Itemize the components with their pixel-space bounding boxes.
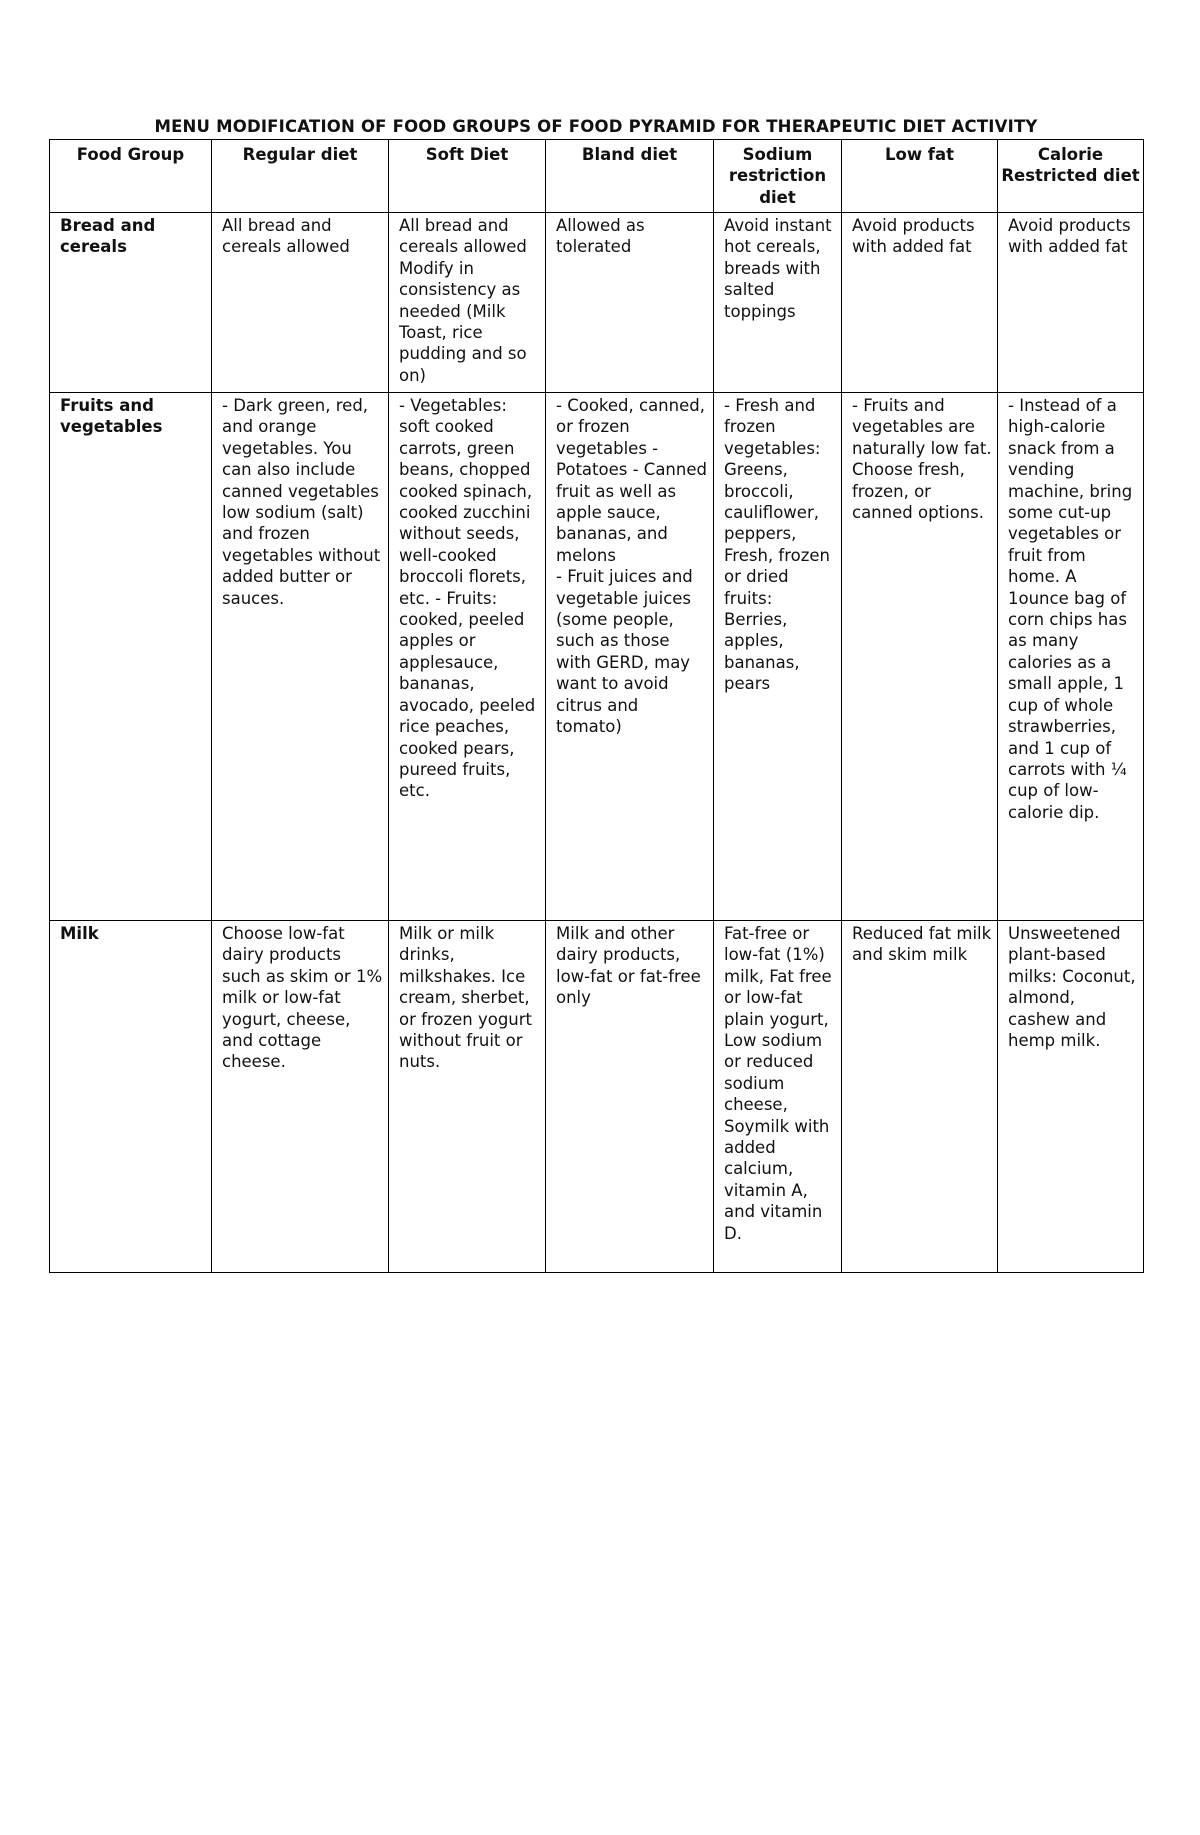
soft-diet-cell: All bread and cereals allowed Modify in consistency as needed (Milk Toast, rice pudding and so on) bbox=[389, 213, 546, 393]
low-fat-cell: Reduced fat milk and skim milk bbox=[842, 921, 998, 1273]
document-title: MENU MODIFICATION OF FOOD GROUPS OF FOOD PYRAMID FOR THERAPEUTIC DIET ACTIVITY bbox=[154, 117, 1038, 136]
regular-diet-cell: - Dark green, red, and orange vegetables. You can also include canned vegetables low sodium (salt) and frozen vegetables without added butter or sauces. bbox=[212, 393, 389, 921]
column-header-soft-diet: Soft Diet bbox=[389, 140, 546, 213]
bland-diet-cell: - Cooked, canned, or frozen vegetables - Potatoes - Canned fruit as well as apple sauce, bananas, and melons - Fruit juices and vegetable juices (some people, such as those with GERD, may want to avoid citrus and tomato) bbox=[546, 393, 714, 921]
calorie-restricted-cell: - Instead of a high-calorie snack from a vending machine, bring some cut-up vegetables or fruit from home. A 1ounce bag of corn chips has as many calories as a small apple, 1 cup of whole strawberries, and 1 cup of carrots with ¼ cup of low-calorie dip. bbox=[998, 393, 1144, 921]
soft-diet-cell: - Vegetables: soft cooked carrots, green beans, chopped cooked spinach, cooked zucchini without seeds, well-cooked broccoli florets, etc. - Fruits: cooked, peeled apples or applesauce, bananas, avocado, peeled rice peaches, cooked pears, pureed fruits, etc. bbox=[389, 393, 546, 921]
bland-diet-cell: Milk and other dairy products, low-fat or fat-free only bbox=[546, 921, 714, 1273]
calorie-restricted-cell: Avoid products with added fat bbox=[998, 213, 1144, 393]
column-header-bland-diet: Bland diet bbox=[546, 140, 714, 213]
food-group-cell: Fruits and vegetables bbox=[50, 393, 212, 921]
column-header-low-fat: Low fat bbox=[842, 140, 998, 213]
column-header-sodium-restriction-diet: Sodium restriction diet bbox=[714, 140, 842, 213]
column-header-calorie-restricted-diet: Calorie Restricted diet bbox=[998, 140, 1144, 213]
column-header-food-group: Food Group bbox=[50, 140, 212, 213]
low-fat-cell: Avoid products with added fat bbox=[842, 213, 998, 393]
table-row-fruits-and-vegetables bbox=[50, 393, 1144, 921]
sodium-restriction-cell: - Fresh and frozen vegetables: Greens, broccoli, cauliflower, peppers, Fresh, frozen or dried fruits: Berries, apples, bananas, pears bbox=[714, 393, 842, 921]
column-header-regular-diet: Regular diet bbox=[212, 140, 389, 213]
table-row-bread-and-cereals bbox=[50, 213, 1144, 393]
food-group-cell: Bread and cereals bbox=[50, 213, 212, 393]
food-group-cell: Milk bbox=[50, 921, 212, 1273]
regular-diet-cell: All bread and cereals allowed bbox=[212, 213, 389, 393]
diet-modification-table bbox=[49, 139, 1144, 1273]
table-header-row bbox=[50, 140, 1144, 213]
table-row-milk bbox=[50, 921, 1144, 1273]
low-fat-cell: - Fruits and vegetables are naturally low fat. Choose fresh, frozen, or canned options. bbox=[842, 393, 998, 921]
soft-diet-cell: Milk or milk drinks, milkshakes. Ice cream, sherbet, or frozen yogurt without fruit or nuts. bbox=[389, 921, 546, 1273]
regular-diet-cell: Choose low-fat dairy products such as skim or 1% milk or low-fat yogurt, cheese, and cottage cheese. bbox=[212, 921, 389, 1273]
calorie-restricted-cell: Unsweetened plant-based milks: Coconut, almond, cashew and hemp milk. bbox=[998, 921, 1144, 1273]
bland-diet-cell: Allowed as tolerated bbox=[546, 213, 714, 393]
sodium-restriction-cell: Avoid instant hot cereals, breads with salted toppings bbox=[714, 213, 842, 393]
sodium-restriction-cell: Fat-free or low-fat (1%) milk, Fat free or low-fat plain yogurt, Low sodium or reduced sodium cheese, Soymilk with added calcium, vitamin A, and vitamin D. bbox=[714, 921, 842, 1273]
